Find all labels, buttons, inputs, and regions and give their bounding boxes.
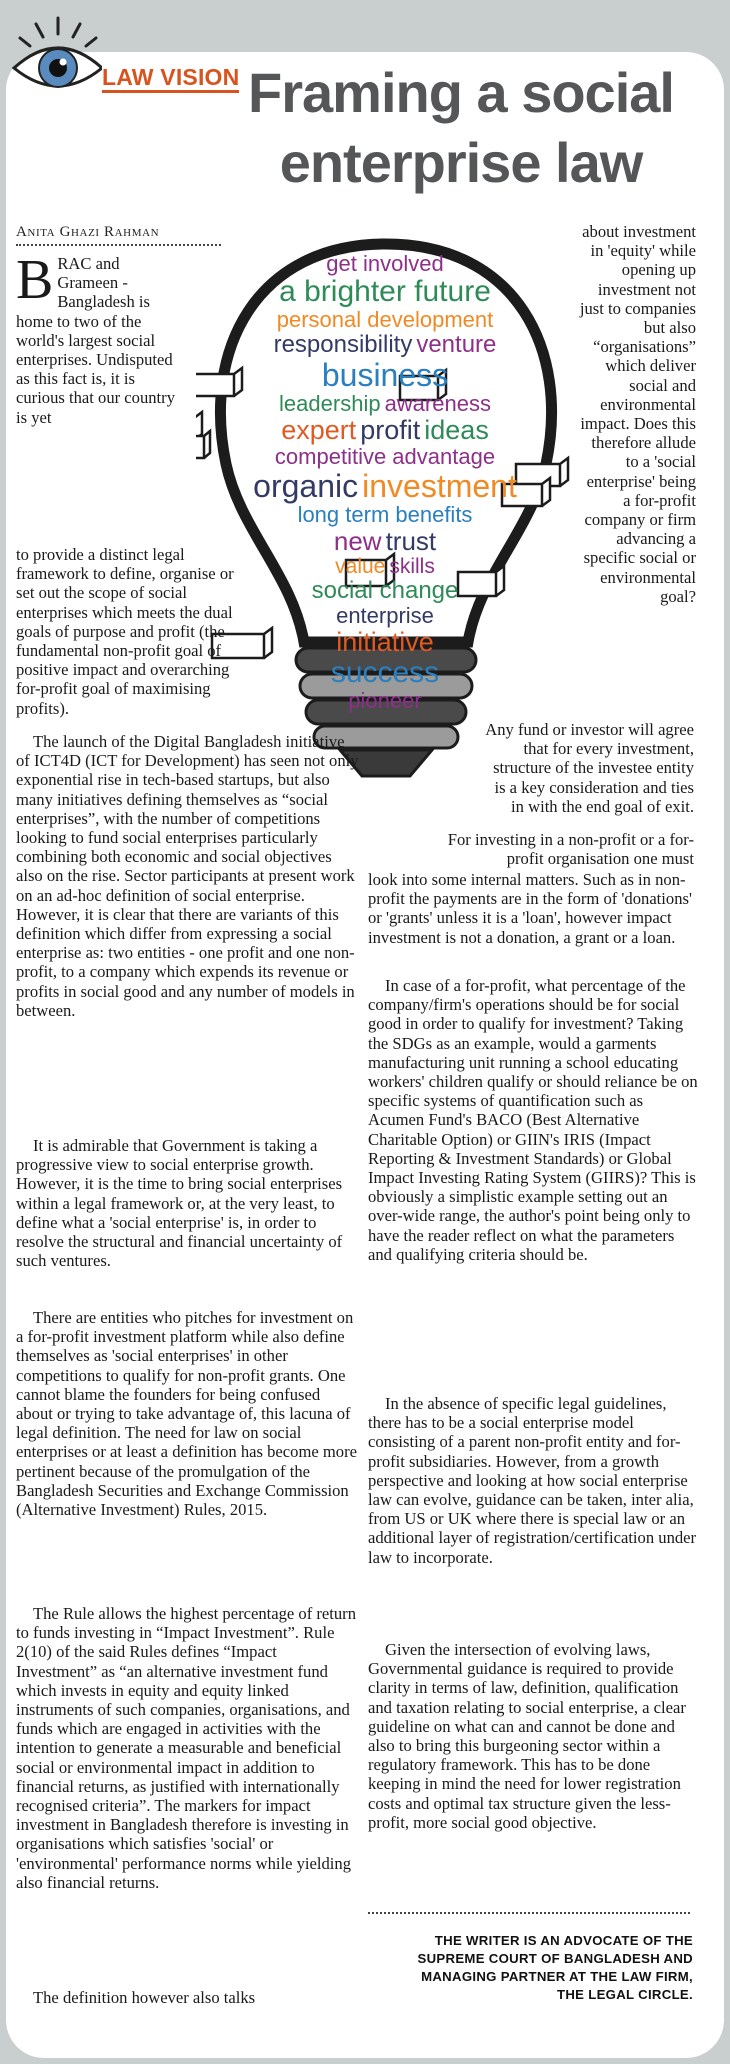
col2-paragraph-4: look into some internal matters. Such as in non-profit the payments are in the form of 'donations' or 'grants' unless it is a 'loan', however impact investment is not a donation, a grant or a loan. <box>368 870 692 947</box>
word-cloud-word: personal development <box>276 307 494 332</box>
word-cloud-word: expert <box>281 415 357 445</box>
word-cloud-word: profit <box>360 415 421 445</box>
headline-line-2: enterprise law <box>279 131 643 194</box>
word-cloud-word: skills <box>389 555 435 578</box>
word-cloud-row <box>205 604 565 628</box>
headline <box>226 58 696 198</box>
byline: Anita Ghazi Rahman <box>16 224 221 246</box>
author-note-line-3: MANAGING PARTNER AT THE LAW FIRM, <box>421 1969 693 1984</box>
word-cloud-word: trust <box>385 526 437 556</box>
word-cloud-row <box>205 358 565 392</box>
word-cloud-word: competitive advantage <box>274 444 496 469</box>
word-cloud-word: pioneer <box>348 688 422 713</box>
headline-line-1: Framing a social <box>248 61 674 124</box>
word-cloud-word: venture <box>416 331 497 358</box>
drop-cap: B <box>16 249 54 311</box>
word-cloud-row <box>205 252 565 276</box>
paragraph-1-part <box>16 249 184 427</box>
author-note-line-2: SUPREME COURT OF BANGLADESH AND <box>417 1951 693 1966</box>
word-cloud-word: initiative <box>336 627 434 657</box>
word-cloud-row <box>205 527 565 555</box>
paragraph-1-lead: RAC and Grameen - Bangladesh is home to two of the world's largest social enterprises. Undisputed as this fact is, it is curious that our country is yet <box>16 254 175 427</box>
word-cloud-word: responsibility <box>273 331 413 358</box>
column-1 <box>16 249 240 427</box>
word-cloud-word: leadership <box>279 391 381 416</box>
paragraph-4: There are entities who pitches for investment on a for-profit investment platform while also define themselves as 'social enterprises' in other competitions to qualify for non-profit grants. One cannot blame the founders for being confused about or trying to take advantage of, this lacuna of legal definition. The need for law on social enterprises or at least a definition has become more pertinent because of the promulgation of the Bangladesh Securities and Exchange Commission (Alternative Investment) Rules, 2015. <box>16 1308 357 1520</box>
word-cloud-word: new <box>333 526 382 556</box>
word-cloud-word: a brighter future <box>279 275 491 308</box>
col2-paragraph-6: In the absence of specific legal guidelines, there has to be a social enterprise model consisting of a parent non-profit entity and for-profit subsidiaries. However, from a growth perspective and looking at how social enterprise law can evolve, guidance can be taken, inter alia, from US or UK where there is special law or an additional layer of registration/certification under law to incorporate. <box>368 1394 697 1567</box>
col2-paragraph-1: about investment in 'equity' while opening up investment not just to companies but also “organisations” which deliver social and environmental impact. Does this therefore allude to a 'social enterprise' being a for-profit company or firm advancing a specific social or environmental goal? <box>579 222 696 606</box>
word-cloud-word: ideas <box>424 415 489 445</box>
paragraph-6: The definition however also talks <box>33 1988 256 2007</box>
col2-paragraph-3: For investing in a non-profit or a for-profit organisation one must <box>447 830 694 869</box>
word-cloud-word: success <box>330 656 440 689</box>
word-cloud-row <box>205 416 565 445</box>
word-cloud-row <box>205 555 565 578</box>
word-cloud-row <box>205 332 565 358</box>
paragraph-5: The Rule allows the highest percentage of return to funds investing in “Impact Investment”. Rule 2(10) of the said Rules defines “Impact Investment” as “an alternative investment fund which invests in equity and equity linked instruments of such companies, organisations, and funds which are engaged in activities with the intention to generate a measurable and beneficial social or environmental impact in addition to financial returns, as justified with internationally recognised criteria”. The markers for impact investment in Bangladesh therefore is investing in organisations which satisfies 'social' or 'environmental' performance norms while yielding also financial returns. <box>16 1604 357 1892</box>
col2-paragraph-7: Given the intersection of evolving laws, Governmental guidance is required to provide clarity in terms of law, definition, qualification and taxation relating to social enterprise, a clear guideline on what can and cannot be done and also to bring this burgeoning sector within a regulatory framework. This has to be done keeping in mind the need for lower registration costs and optimal tax structure given the less-profit, more social good objective. <box>368 1640 686 1832</box>
word-cloud-row <box>205 657 565 689</box>
eye-logo-icon <box>10 12 102 98</box>
paragraph-3: It is admirable that Government is taking a progressive view to social enterprise growth. However, it is the time to bring social enterprises within a legal framework or, at the very least, to define what a 'social enterprise' is, in order to resolve the structural and financial uncertainty of such ventures. <box>16 1136 343 1271</box>
word-cloud-row <box>205 469 565 503</box>
word-cloud-row <box>205 578 565 604</box>
word-cloud-row <box>205 308 565 332</box>
section-label: LAW VISION <box>102 64 239 93</box>
word-cloud-word: organic <box>253 468 359 504</box>
word-cloud-word: awareness <box>384 391 491 416</box>
word-cloud-row <box>205 628 565 657</box>
col2-paragraph-2: Any fund or investor will agree that for every investment, structure of the investee entity is a key consideration and ties in with the end goal of exit. <box>485 720 694 816</box>
word-cloud-row <box>205 392 565 416</box>
footer-separator <box>368 1912 690 1914</box>
word-cloud <box>205 252 565 713</box>
paragraph-1-tail: to provide a distinct legal framework to define, organise or set out the scope of social enterprises which meets the dual goals of purpose and profit (the fundamental non-profit goal of positive impact and overarching for-profit goal of maximising profits). <box>16 545 234 718</box>
word-cloud-word: value <box>335 555 386 578</box>
col2-paragraph-5: In case of a for-profit, what percentage of the company/firm's operations should be for social good in order to qualify for investment? Taking the SDGs as an example, would a garments manufacturing unit running a school educating workers' children qualify or should reliance be on specific systems of quantification such as Acumen Fund's BACO (Best Alternative Charitable Option) or GIIN's IRIS (Impact Reporting & Investment Standards) or Global Impact Investing Rating System (GIIRS)? This is obviously a simplistic example setting out an over-wide range, the author's point being only to have the reader reflect on what the parameters and qualifying criteria should be. <box>368 976 698 1264</box>
word-cloud-row <box>205 503 565 527</box>
author-note <box>368 1932 693 2004</box>
word-cloud-word: investment <box>362 468 517 504</box>
author-note-line-1: THE WRITER IS AN ADVOCATE OF THE <box>434 1933 693 1948</box>
word-cloud-word: get involved <box>326 251 444 276</box>
word-cloud-word: enterprise <box>336 603 434 628</box>
word-cloud-row <box>205 689 565 713</box>
word-cloud-word: long term benefits <box>297 502 473 527</box>
word-cloud-row <box>205 276 565 308</box>
word-cloud-word: social change <box>311 577 459 604</box>
author-note-line-4: THE LEGAL CIRCLE. <box>556 1987 693 2002</box>
word-cloud-word: business <box>321 357 449 393</box>
word-cloud-row <box>205 445 565 469</box>
paragraph-2: The launch of the Digital Bangladesh initiative of ICT4D (ICT for Development) has seen not only exponential rise in tech-based startups, but also many initiatives defining themselves as “social enterprises”, with the number of competitions looking to fund social enterprises particularly combining both economic and social objectives also on the rise. Sector participants at present work on an ad-hoc definition of social enterprise. However, it is clear that there are variants of this definition which differ from expressing a social enterprise as: two entities - one profit and one non-profit, to a company which expends its revenue or profits in social good and any number of models in between. <box>16 732 359 1020</box>
